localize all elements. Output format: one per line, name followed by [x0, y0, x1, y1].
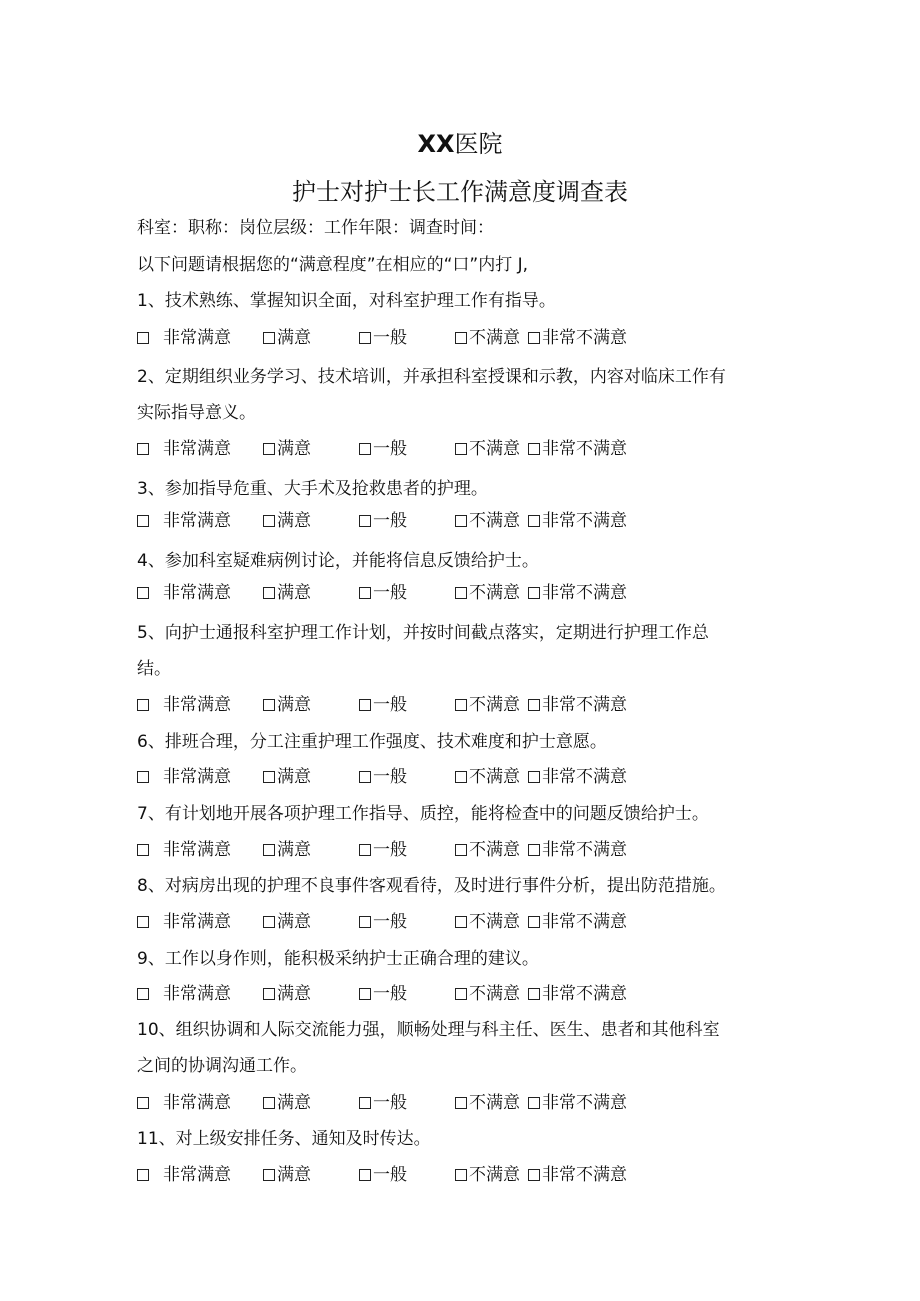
- option-5-checkbox[interactable]: [528, 1163, 627, 1187]
- option-label: 非常满意: [163, 912, 231, 932]
- checkbox-square-icon[interactable]: [359, 587, 371, 599]
- checkbox-square-icon[interactable]: [263, 699, 275, 711]
- option-1-checkbox[interactable]: [137, 982, 231, 1006]
- option-label: 不满意: [469, 984, 520, 1004]
- option-1-checkbox[interactable]: [137, 1091, 231, 1115]
- question-text: 10、组织协调和人际交流能力强，顺畅处理与科主任、医生、患者和其他科室: [137, 1020, 720, 1040]
- checkbox-square-icon[interactable]: [359, 699, 371, 711]
- checkbox-square-icon[interactable]: [263, 988, 275, 1000]
- option-label: 满意: [277, 912, 311, 932]
- option-2-checkbox[interactable]: [263, 326, 311, 350]
- option-label: 一般: [373, 439, 407, 459]
- question-text: 实际指导意义。: [137, 403, 256, 423]
- option-4-checkbox[interactable]: [455, 838, 520, 862]
- question-text: 2、定期组织业务学习、技术培训，并承担科室授课和示教，内容对临床工作有: [137, 367, 726, 387]
- option-label: 非常不满意: [542, 583, 627, 603]
- option-label: 不满意: [469, 511, 520, 531]
- option-label: 满意: [277, 767, 311, 787]
- option-4-checkbox[interactable]: [455, 982, 520, 1006]
- checkbox-square-icon[interactable]: [359, 988, 371, 1000]
- checkbox-square-icon[interactable]: [263, 1097, 275, 1109]
- option-5-checkbox[interactable]: [528, 765, 627, 789]
- option-1-checkbox[interactable]: [137, 581, 231, 605]
- checkbox-square-icon[interactable]: [455, 844, 467, 856]
- option-label: 非常满意: [163, 583, 231, 603]
- checkbox-square-icon[interactable]: [137, 699, 149, 711]
- instruction-line: 以下问题请根据您的“满意程度”在相应的“口”内打 J,: [137, 255, 529, 275]
- option-label: 满意: [277, 439, 311, 459]
- checkbox-square-icon[interactable]: [137, 443, 149, 455]
- option-4-checkbox[interactable]: [455, 437, 520, 461]
- option-label: 一般: [373, 1165, 407, 1185]
- option-label: 不满意: [469, 1093, 520, 1113]
- checkbox-square-icon[interactable]: [263, 332, 275, 344]
- option-label: 非常不满意: [542, 912, 627, 932]
- option-1-checkbox[interactable]: [137, 765, 231, 789]
- option-label: 非常不满意: [542, 439, 627, 459]
- question-text: 9、工作以身作则，能积极采纳护士正确合理的建议。: [137, 949, 539, 969]
- checkbox-square-icon[interactable]: [263, 916, 275, 928]
- option-4-checkbox[interactable]: [455, 326, 520, 350]
- checkbox-square-icon[interactable]: [455, 988, 467, 1000]
- option-label: 满意: [277, 1165, 311, 1185]
- option-label: 满意: [277, 328, 311, 348]
- checkbox-square-icon[interactable]: [528, 587, 540, 599]
- option-3-checkbox[interactable]: [359, 693, 407, 717]
- checkbox-square-icon[interactable]: [263, 771, 275, 783]
- checkbox-square-icon[interactable]: [137, 1097, 149, 1109]
- checkbox-square-icon[interactable]: [359, 1169, 371, 1181]
- checkbox-square-icon[interactable]: [455, 771, 467, 783]
- option-label: 非常满意: [163, 840, 231, 860]
- checkbox-square-icon[interactable]: [455, 1097, 467, 1109]
- option-label: 满意: [277, 583, 311, 603]
- option-4-checkbox[interactable]: [455, 693, 520, 717]
- option-label: 非常不满意: [542, 695, 627, 715]
- checkbox-square-icon[interactable]: [528, 988, 540, 1000]
- option-label: 满意: [277, 511, 311, 531]
- checkbox-square-icon[interactable]: [528, 771, 540, 783]
- option-label: 不满意: [469, 912, 520, 932]
- option-3-checkbox[interactable]: [359, 1163, 407, 1187]
- option-3-checkbox[interactable]: [359, 765, 407, 789]
- checkbox-square-icon[interactable]: [359, 332, 371, 344]
- option-label: 非常不满意: [542, 767, 627, 787]
- option-label: 一般: [373, 695, 407, 715]
- checkbox-square-icon[interactable]: [263, 844, 275, 856]
- option-label: 非常不满意: [542, 984, 627, 1004]
- option-2-checkbox[interactable]: [263, 1091, 311, 1115]
- checkbox-square-icon[interactable]: [528, 916, 540, 928]
- option-2-checkbox[interactable]: [263, 509, 311, 533]
- option-2-checkbox[interactable]: [263, 693, 311, 717]
- checkbox-square-icon[interactable]: [137, 515, 149, 527]
- checkbox-square-icon[interactable]: [455, 587, 467, 599]
- option-label: 非常满意: [163, 984, 231, 1004]
- option-2-checkbox[interactable]: [263, 982, 311, 1006]
- option-2-checkbox[interactable]: [263, 437, 311, 461]
- option-2-checkbox[interactable]: [263, 910, 311, 934]
- checkbox-square-icon[interactable]: [137, 844, 149, 856]
- checkbox-square-icon[interactable]: [137, 587, 149, 599]
- checkbox-square-icon[interactable]: [528, 1097, 540, 1109]
- option-label: 非常不满意: [542, 1093, 627, 1113]
- checkbox-square-icon[interactable]: [137, 916, 149, 928]
- checkbox-square-icon[interactable]: [263, 1169, 275, 1181]
- option-1-checkbox[interactable]: [137, 1163, 231, 1187]
- checkbox-square-icon[interactable]: [455, 443, 467, 455]
- option-5-checkbox[interactable]: [528, 693, 627, 717]
- option-4-checkbox[interactable]: [455, 509, 520, 533]
- checkbox-square-icon[interactable]: [528, 1169, 540, 1181]
- option-label: 非常满意: [163, 767, 231, 787]
- checkbox-square-icon[interactable]: [455, 515, 467, 527]
- option-3-checkbox[interactable]: [359, 910, 407, 934]
- option-label: 一般: [373, 912, 407, 932]
- checkbox-square-icon[interactable]: [455, 1169, 467, 1181]
- option-label: 不满意: [469, 840, 520, 860]
- option-5-checkbox[interactable]: [528, 581, 627, 605]
- option-label: 非常不满意: [542, 1165, 627, 1185]
- checkbox-square-icon[interactable]: [263, 443, 275, 455]
- checkbox-square-icon[interactable]: [137, 771, 149, 783]
- option-4-checkbox[interactable]: [455, 765, 520, 789]
- question-text: 6、排班合理，分工注重护理工作强度、技术难度和护士意愿。: [137, 732, 607, 752]
- checkbox-square-icon[interactable]: [263, 587, 275, 599]
- option-2-checkbox[interactable]: [263, 1163, 311, 1187]
- option-5-checkbox[interactable]: [528, 838, 627, 862]
- option-label: 一般: [373, 767, 407, 787]
- question-text: 3、参加指导危重、大手术及抢救患者的护理。: [137, 479, 488, 499]
- option-3-checkbox[interactable]: [359, 1091, 407, 1115]
- option-label: 不满意: [469, 695, 520, 715]
- checkbox-square-icon[interactable]: [359, 515, 371, 527]
- option-label: 满意: [277, 1093, 311, 1113]
- hospital-title: XX医院: [417, 130, 503, 158]
- option-5-checkbox[interactable]: [528, 1091, 627, 1115]
- option-5-checkbox[interactable]: [528, 982, 627, 1006]
- option-label: 非常满意: [163, 328, 231, 348]
- option-label: 不满意: [469, 767, 520, 787]
- option-label: 非常不满意: [542, 840, 627, 860]
- option-5-checkbox[interactable]: [528, 437, 627, 461]
- option-label: 不满意: [469, 328, 520, 348]
- question-text: 11、对上级安排任务、通知及时传达。: [137, 1129, 431, 1149]
- option-4-checkbox[interactable]: [455, 1163, 520, 1187]
- question-text: 8、对病房出现的护理不良事件客观看待，及时进行事件分析，提出防范措施。: [137, 876, 726, 896]
- option-1-checkbox[interactable]: [137, 693, 231, 717]
- checkbox-square-icon[interactable]: [359, 844, 371, 856]
- checkbox-square-icon[interactable]: [359, 916, 371, 928]
- option-3-checkbox[interactable]: [359, 326, 407, 350]
- option-label: 满意: [277, 984, 311, 1004]
- option-3-checkbox[interactable]: [359, 838, 407, 862]
- option-1-checkbox[interactable]: [137, 437, 231, 461]
- checkbox-square-icon[interactable]: [359, 443, 371, 455]
- question-text: 结。: [137, 659, 171, 679]
- option-label: 一般: [373, 984, 407, 1004]
- option-label: 不满意: [469, 439, 520, 459]
- option-label: 满意: [277, 840, 311, 860]
- option-3-checkbox[interactable]: [359, 437, 407, 461]
- option-3-checkbox[interactable]: [359, 509, 407, 533]
- option-1-checkbox[interactable]: [137, 838, 231, 862]
- checkbox-square-icon[interactable]: [528, 332, 540, 344]
- option-label: 非常满意: [163, 1165, 231, 1185]
- option-label: 一般: [373, 583, 407, 603]
- checkbox-square-icon[interactable]: [359, 1097, 371, 1109]
- option-2-checkbox[interactable]: [263, 838, 311, 862]
- info-line: 科室：职称：岗位层级：工作年限：调查时间：: [137, 218, 494, 238]
- option-1-checkbox[interactable]: [137, 326, 231, 350]
- question-text: 之间的协调沟通工作。: [137, 1056, 307, 1076]
- option-label: 非常满意: [163, 439, 231, 459]
- option-label: 一般: [373, 511, 407, 531]
- option-4-checkbox[interactable]: [455, 1091, 520, 1115]
- option-label: 一般: [373, 328, 407, 348]
- option-label: 非常不满意: [542, 511, 627, 531]
- option-3-checkbox[interactable]: [359, 581, 407, 605]
- option-5-checkbox[interactable]: [528, 509, 627, 533]
- option-4-checkbox[interactable]: [455, 910, 520, 934]
- option-label: 一般: [373, 840, 407, 860]
- option-label: 不满意: [469, 1165, 520, 1185]
- checkbox-square-icon[interactable]: [137, 332, 149, 344]
- option-3-checkbox[interactable]: [359, 982, 407, 1006]
- option-label: 不满意: [469, 583, 520, 603]
- option-4-checkbox[interactable]: [455, 581, 520, 605]
- option-label: 非常满意: [163, 511, 231, 531]
- checkbox-square-icon[interactable]: [528, 515, 540, 527]
- checkbox-square-icon[interactable]: [137, 1169, 149, 1181]
- option-1-checkbox[interactable]: [137, 910, 231, 934]
- checkbox-square-icon[interactable]: [455, 332, 467, 344]
- checkbox-square-icon[interactable]: [528, 699, 540, 711]
- option-label: 一般: [373, 1093, 407, 1113]
- question-text: 5、向护士通报科室护理工作计划，并按时间截点落实，定期进行护理工作总: [137, 623, 709, 643]
- option-2-checkbox[interactable]: [263, 765, 311, 789]
- option-5-checkbox[interactable]: [528, 326, 627, 350]
- option-2-checkbox[interactable]: [263, 581, 311, 605]
- checkbox-square-icon[interactable]: [263, 515, 275, 527]
- option-5-checkbox[interactable]: [528, 910, 627, 934]
- question-text: 7、有计划地开展各项护理工作指导、质控，能将检查中的问题反馈给护士。: [137, 804, 709, 824]
- checkbox-square-icon[interactable]: [359, 771, 371, 783]
- survey-title: 护士对护士长工作满意度调查表: [292, 178, 628, 206]
- checkbox-square-icon[interactable]: [528, 443, 540, 455]
- option-1-checkbox[interactable]: [137, 509, 231, 533]
- question-text: 1、技术熟练、掌握知识全面，对科室护理工作有指导。: [137, 291, 556, 311]
- checkbox-square-icon[interactable]: [137, 988, 149, 1000]
- checkbox-square-icon[interactable]: [455, 699, 467, 711]
- option-label: 非常满意: [163, 695, 231, 715]
- option-label: 非常满意: [163, 1093, 231, 1113]
- option-label: 满意: [277, 695, 311, 715]
- question-text: 4、参加科室疑难病例讨论，并能将信息反馈给护士。: [137, 551, 539, 571]
- option-label: 非常不满意: [542, 328, 627, 348]
- checkbox-square-icon[interactable]: [455, 916, 467, 928]
- checkbox-square-icon[interactable]: [528, 844, 540, 856]
